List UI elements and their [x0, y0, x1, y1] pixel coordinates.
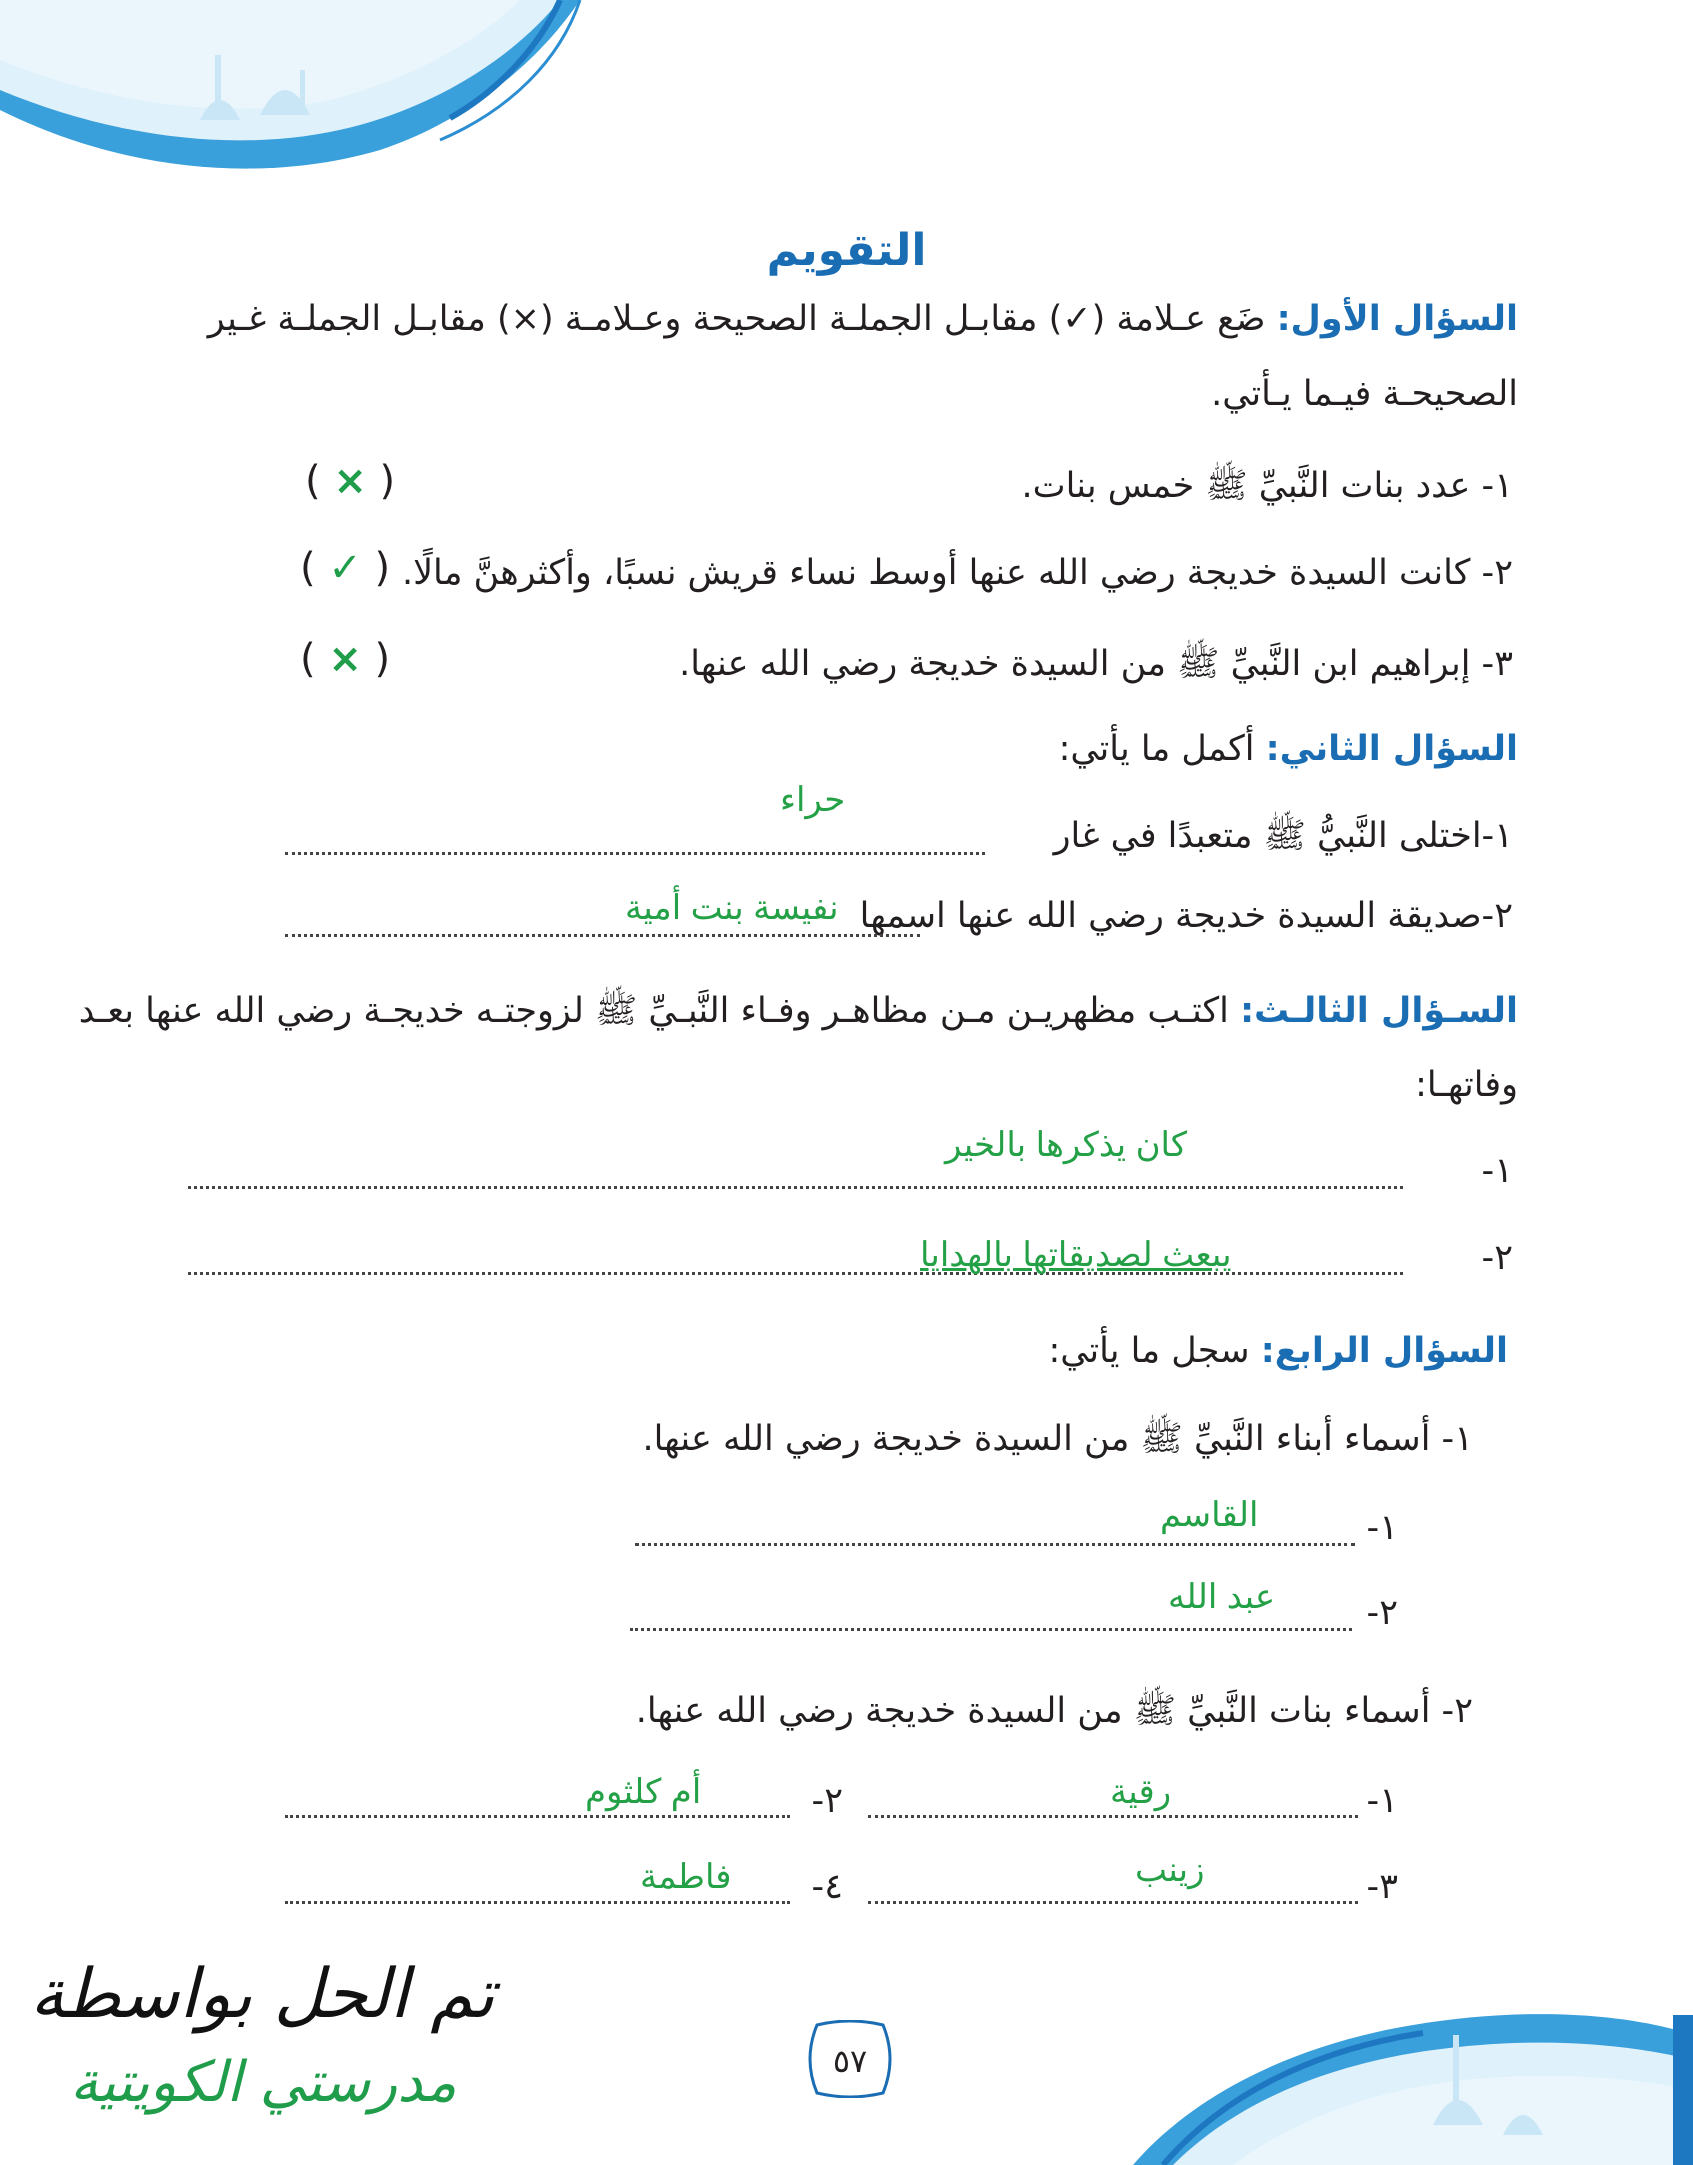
q4-part1-item-1-number: ١-	[1366, 1508, 1398, 1548]
q2-label: السؤال الثاني:	[1265, 729, 1518, 769]
q4-part2-item-2-number: ٢-	[811, 1781, 843, 1821]
top-wave-decoration	[0, 0, 600, 190]
q1-instruction-line1: السؤال الأول: ضَع عـلامة (✓) مقابـل الجملـة الصحيحة وعـلامـة (×) مقابـل الجملـة غـير	[207, 299, 1518, 339]
q1-item-1: ١- عدد بنات النَّبيِّ ﷺ خمس بنات.	[1021, 466, 1513, 506]
q3-instruction-line2: وفاتهـا:	[1415, 1065, 1518, 1105]
q3-item-1-number: ١-	[1481, 1151, 1513, 1191]
q4-part2-item-4-number: ٤-	[811, 1867, 843, 1907]
bottom-wave-decoration	[1133, 1975, 1693, 2165]
q2-item-1: ١-اختلى النَّبيُّ ﷺ متعبدًا في غار	[1053, 816, 1513, 856]
q4-part2-item-3-blank[interactable]	[868, 1901, 1358, 1904]
q1-item-2: ٢- كانت السيدة خديجة رضي الله عنها أوسط نساء قريش نسبًا، وأكثرهنَّ مالًا.	[401, 553, 1513, 593]
cross-mark-icon: ×	[328, 636, 362, 682]
q2-item-2: ٢-صديقة السيدة خديجة رضي الله عنها اسمها	[859, 896, 1513, 936]
q4-part2-item-3-answer: زينب	[1135, 1851, 1205, 1889]
q2-item-1-blank[interactable]	[285, 852, 985, 855]
q4-part1-item-2-answer: عبد الله	[1168, 1578, 1276, 1616]
q1-item-1-mark: ( × )	[305, 458, 396, 504]
q3-item-1-answer: كان يذكرها بالخير	[945, 1126, 1188, 1164]
q2-item-1-answer: حراء	[780, 781, 846, 819]
page-number: ٥٧	[832, 2042, 868, 2080]
q2-item-2-blank[interactable]	[285, 934, 920, 937]
q3-instruction-line1: السـؤال الثالـث: اكتـب مظهريـن مـن مظاهـر وفـاء النَّبـيِّ ﷺ لزوجتـه خديجـة رضي الله عنها بعـد	[78, 991, 1518, 1031]
q1-item-3: ٣- إبراهيم ابن النَّبيِّ ﷺ من السيدة خديجة رضي الله عنها.	[679, 644, 1513, 684]
check-mark-icon: ✓	[328, 545, 362, 591]
q4-label: السؤال الرابع:	[1260, 1331, 1508, 1371]
q4-part1-item-2-number: ٢-	[1366, 1593, 1398, 1633]
solved-by-watermark-line1: تم الحل بواسطة	[30, 1955, 495, 2034]
q4-part2-item-1-blank[interactable]	[868, 1815, 1358, 1818]
solved-by-watermark-line2: مدرستي الكويتية	[70, 2050, 457, 2115]
q1-instruction-line2: الصحيحـة فيـما يـأتي.	[1211, 374, 1518, 414]
q2-heading: السؤال الثاني: أكمل ما يأتي:	[1058, 729, 1518, 769]
q4-part1-item-1-blank[interactable]	[635, 1543, 1355, 1546]
q3-item-1-blank[interactable]	[188, 1186, 1403, 1189]
q3-label: السـؤال الثالـث:	[1240, 991, 1518, 1031]
q4-part2-item-1-answer: رقية	[1110, 1773, 1172, 1811]
q3-item-2-number: ٢-	[1481, 1238, 1513, 1278]
q4-part1-heading: ١- أسماء أبناء النَّبيِّ ﷺ من السيدة خديجة رضي الله عنها.	[642, 1419, 1473, 1459]
q4-part2-item-4-answer: فاطمة	[640, 1858, 732, 1896]
q1-label: السؤال الأول:	[1276, 299, 1518, 339]
q4-part1-item-1-answer: القاسم	[1160, 1496, 1259, 1534]
q2-item-2-answer: نفيسة بنت أمية	[625, 889, 839, 927]
cross-mark-icon: ×	[333, 458, 367, 504]
q4-part2-item-2-answer: أم كلثوم	[585, 1773, 702, 1811]
q1-item-2-mark: ( ✓ )	[300, 545, 391, 591]
q1-item-3-mark: ( × )	[300, 636, 391, 682]
q4-part2-item-3-number: ٣-	[1366, 1867, 1398, 1907]
q4-heading: السؤال الرابع: سجل ما يأتي:	[1048, 1331, 1508, 1371]
q4-part2-item-4-blank[interactable]	[285, 1901, 790, 1904]
q4-part2-item-2-blank[interactable]	[285, 1815, 790, 1818]
q4-part1-item-2-blank[interactable]	[630, 1628, 1352, 1631]
q4-part2-item-1-number: ١-	[1366, 1781, 1398, 1821]
q4-part2-heading: ٢- أسماء بنات النَّبيِّ ﷺ من السيدة خديجة رضي الله عنها.	[635, 1691, 1473, 1731]
page-title: التقويم	[766, 225, 927, 276]
page-number-badge	[805, 2020, 895, 2098]
q3-item-2-answer: يبعث لصديقاتها بالهدايا	[920, 1236, 1232, 1274]
